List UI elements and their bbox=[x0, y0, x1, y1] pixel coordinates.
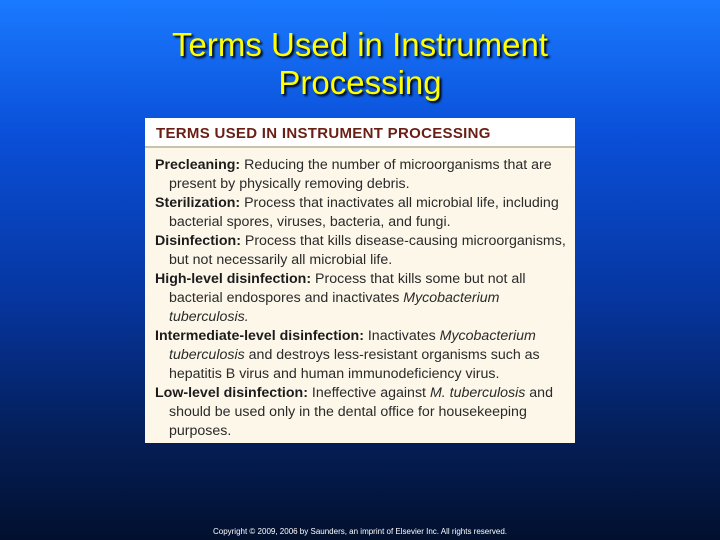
term-high-level-disinfection bbox=[155, 270, 570, 327]
term-definition-italic: M. tuberculosis bbox=[429, 385, 526, 401]
term-definition-italic: Mycobacterium bbox=[439, 328, 536, 344]
term-disinfection bbox=[155, 232, 570, 270]
term-definition: and destroys less-resistant organisms such as bbox=[244, 347, 540, 363]
term-definition: but not necessarily all microbial life. bbox=[169, 252, 393, 268]
term-label: Precleaning: bbox=[155, 157, 241, 173]
term-definition: purposes. bbox=[169, 423, 232, 439]
term-label: Low-level disinfection: bbox=[155, 385, 308, 401]
term-definition: should be used only in the dental office for housekeeping bbox=[169, 404, 527, 420]
term-definition: bacterial spores, viruses, bacteria, and fungi. bbox=[169, 214, 451, 230]
term-definition: bacterial endospores and inactivates bbox=[169, 290, 404, 306]
terms-box bbox=[145, 118, 575, 443]
term-label: Sterilization: bbox=[155, 195, 241, 211]
term-definition: Ineffective against bbox=[307, 385, 430, 401]
term-low-level-disinfection bbox=[155, 384, 570, 441]
term-precleaning bbox=[155, 156, 570, 194]
terms-box-header bbox=[145, 118, 575, 148]
term-definition-italic: tuberculosis. bbox=[169, 309, 249, 325]
term-definition: Inactivates bbox=[363, 328, 440, 344]
term-definition: present by physically removing debris. bbox=[169, 176, 410, 192]
term-label: Intermediate-level disinfection: bbox=[155, 328, 364, 344]
term-sterilization bbox=[155, 194, 570, 232]
slide-title-line-2: Processing bbox=[278, 64, 442, 101]
copyright-notice: Copyright © 2009, 2006 by Saunders, an imprint of Elsevier Inc. All rights reserved. bbox=[212, 527, 508, 536]
term-definition: Process that kills some but not all bbox=[311, 271, 526, 287]
term-definition: Process that inactivates all microbial life, including bbox=[240, 195, 559, 211]
term-definition: hepatitis B virus and human immunodeficiency virus. bbox=[169, 366, 500, 382]
term-label: Disinfection: bbox=[155, 233, 241, 249]
terms-box-heading: TERMS USED IN INSTRUMENT PROCESSING bbox=[156, 125, 491, 142]
term-label: High-level disinfection: bbox=[155, 271, 312, 287]
term-definition: Reducing the number of microorganisms that are bbox=[240, 157, 552, 173]
term-definition-italic: Mycobacterium bbox=[403, 290, 500, 306]
term-definition: and bbox=[525, 385, 553, 401]
slide-title-line-1: Terms Used in Instrument bbox=[172, 26, 548, 63]
term-intermediate-level-disinfection bbox=[155, 327, 570, 384]
term-definition-italic: tuberculosis bbox=[169, 347, 245, 363]
slide-title bbox=[0, 26, 720, 102]
term-definition: Process that kills disease-causing microorganisms, bbox=[240, 233, 566, 249]
